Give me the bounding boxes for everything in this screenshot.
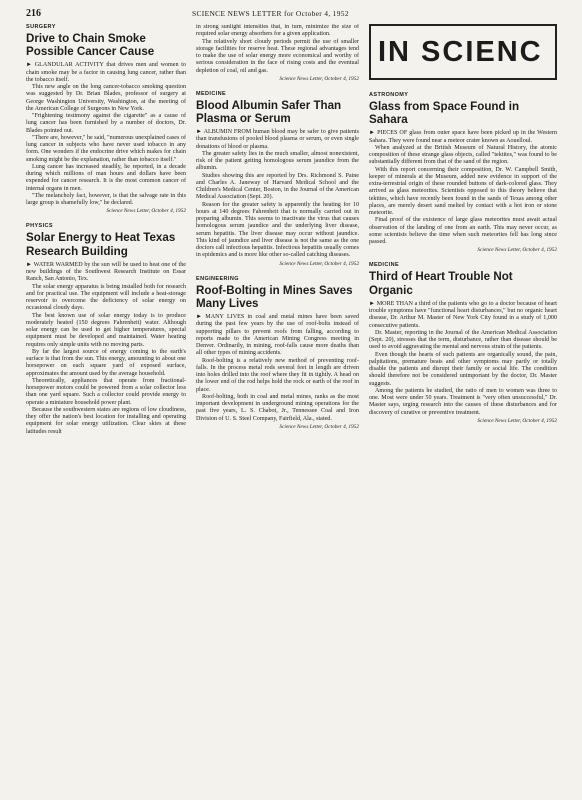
paragraph: "Frightening testimony against the cigarette" as a cause of lung cancer has been furnished by a number of doctors, Dr. Blades pointed out.	[26, 113, 186, 134]
paragraph: Dr. Master, reporting in the Journal of the American Medical Association (Sept. 20), stresses that the term, disturbance, rather than disease should be used to avoid aggravating the mental and nervous strain of the patients.	[369, 329, 557, 351]
article-glass	[369, 92, 557, 253]
paragraph: ► GLANDULAR ACTIVITY that drives men and women to chain smoke may be a factor in causing lung cancer, rather than the tobacco itself.	[26, 62, 186, 83]
paragraph: Even though the hearts of such patients are organically sound, the pain, palpitations, premature beats and other symptoms may partly or totally disable the patients and disrupt their family or social life. The condition should therefore not be considered unimportant by the doctor, Dr. Master suggests.	[369, 351, 557, 387]
running-title: SCIENCE NEWS LETTER for October 4, 1952	[192, 9, 349, 18]
paragraph: ► PIECES OF glass from outer space have been picked up in the Western Sahara. They were found near a meteor crater known as Aouelloul.	[369, 130, 557, 144]
headline: Third of Heart Trouble Not Organic	[369, 270, 513, 297]
credit-line: Science News Letter, October 4, 1952	[477, 247, 557, 254]
column-1	[26, 24, 186, 436]
paragraph: When analyzed at the British Museum of Natural History, the atomic composition of these strange glass objects, called "tektites," was found to be substantially different from that of the sand of the region.	[369, 144, 557, 166]
column-3	[369, 24, 557, 433]
paragraph: ► MANY LIVES in coal and metal mines have been saved during the past few years by the use of roof-bolts instead of supporting pillars to prevent roofs from falling, according to reports made to the American Mining Congress meeting in Denver. Ordinarily, in mining, roof-falls cause more deaths than all other types of mining accidents.	[196, 314, 359, 357]
article-mines	[196, 276, 359, 430]
paragraph: "There are, however," he said, "numerous unexplained cases of lung cancer in subjects who have never used tobacco in any form. One wonders if the endocrine drive which makes for chain smoking might be the explanation, rather than tobacco itself."	[26, 134, 186, 163]
paragraph: This new angle on the long cancer-tobacco smoking question was suggested by Dr. Brian Blades, professor of surgery at George Washington University, Washington, at the meeting of the American College of Surgeons in New York.	[26, 84, 186, 112]
column-2	[196, 24, 359, 439]
credit-line: Science News Letter, October 4, 1952	[279, 423, 359, 430]
article-solar	[26, 223, 186, 435]
credit-line: Science News Letter, October 4, 1952	[279, 260, 359, 267]
headline: Glass from Space Found in Sahara	[369, 100, 520, 127]
paragraph: Reason for the greater safety is apparently the heating for 10 hours at 140 degrees Fahrenheit that is normally carried out in preparing albumin. This seems to inactivate the virus that causes homologous serum jaundice and the underlying liver disease, serum hepatitis. The liver disease may occur without jaundice. This kind of jaundice and liver disease is not the same as the one doctors call infectious hepatitis. Infectious hepatitis usually comes in epidemics and is more like other so-called catching diseases.	[196, 201, 359, 259]
article-albumin	[196, 91, 359, 267]
page-number: 216	[26, 8, 41, 19]
paragraph: ► ALBUMIN FROM human blood may be safer to give patients than transfusions of pooled blood plasma or serum, or even single donations of blood or plasma.	[196, 129, 359, 150]
paragraph: Among the patients he studied, the ratio of men to women was three to one. Most were under 50 years. Treatment is "very often unsuccessful," Dr. Master says, urging research into the causes of these disturbances and for discovery of curative or preventive treatment.	[369, 387, 557, 416]
paragraph: With this report concerning their composition, Dr. W. Campbell Smith, keeper of minerals at the Museum, added new evidence in support of the extra-terrestrial origin of these rounded buttons of dark-colored glass. They arrived as glass meteorites. Scientists opposed to this theory believe that tektites, which have recently been found in the sands of Texas among other places, are merely desert sand melted by contact with a hot iron or stone meteorite.	[369, 166, 557, 217]
section-label: MEDICINE	[369, 262, 400, 269]
paragraph: ► MORE THAN a third of the patients who go to a doctor because of heart trouble symptoms have "functional heart disturbances," but no organic heart disease, Dr. Arthur M. Master of New York City found in a study of 1,000 consecutive patients.	[369, 300, 557, 329]
paragraph: Roof-bolting, both in coal and metal mines, ranks as the most important development in underground mining operations for the past five years, L. S. Chabot, Jr., Tennessee Coal and Iron Division of U. S. Steel Company, Fairfield, Ala., stated.	[196, 393, 359, 422]
banner-text: IN SCIENC	[378, 36, 543, 68]
section-banner	[369, 24, 557, 80]
credit-line: Science News Letter, October 4, 1952	[477, 417, 557, 424]
page-header	[26, 8, 556, 22]
credit-line: Science News Letter, October 4, 1952	[279, 75, 359, 82]
section-label: MEDICINE	[196, 90, 227, 97]
section-label: ENGINEERING	[196, 275, 239, 282]
paragraph: Because the southwestern states are regions of low cloudiness, they offer the nation's best location for installing and operating equipment for solar energy utilization. Clear skies at these latitudes result	[26, 406, 186, 435]
headline: Drive to Chain Smoke Possible Cancer Cause	[26, 32, 155, 59]
paragraph: Studies showing this are reported by Drs. Richmond S. Paine and Charles A. Janeway of Harvard Medical School and the Children's Medical Center, Boston, in the Journal of the American Medical Association (Sept. 20).	[196, 172, 359, 201]
paragraph: The best known use of solar energy today is to produce moderately heated (150 degrees Fahrenheit) water. Although solar energy can be used to get higher temperatures, special equipment must be developed and maintained. Water heating requires only simple units with no moving parts.	[26, 312, 186, 348]
paragraph: The relatively short cloudy periods permit the use of smaller storage facilities for reserve heat. These regional advantages tend to make the use of solar energy more economical and worthy of serious consideration in the face of rising costs and the eventual depletion of coal, oil and gas.	[196, 38, 359, 74]
paragraph: ► WATER WARMED by the sun will be used to heat one of the new buildings of the Southwest Research Institute on Essar Ranch, San Antonio, Tex.	[26, 261, 186, 283]
paragraph: "The melancholy fact, however, is that the salvage rate in this large group is shamefully low," he declared.	[26, 192, 186, 207]
article-smoke	[26, 24, 186, 214]
paragraph: By far the largest source of energy coming to the earth's surface is that from the sun. This energy, amounting to about one horsepower on each square yard of exposed surface, approximates the amount used by the average household.	[26, 348, 186, 377]
section-label: ASTRONOMY	[369, 92, 409, 98]
paragraph: Lung cancer has increased steadily, he reported, in a decade during which millions of man hours and dollars have been expended for cancer research. It is the most common cancer of internal organs in men.	[26, 163, 186, 192]
article-solar-continued	[196, 24, 359, 82]
paragraph: Theoretically, appliances that operate from fractional-horsepower motors could be powered from a solar collector less than one yard square. Such a collector could provide energy to operate a miniature household power plant.	[26, 377, 186, 406]
paragraph: Final proof of the existence of large glass meteorites must await actual observation of the landing of one from an earth. This may never occur, as some scientists believe the time when such meteorites fell has long since passed.	[369, 217, 557, 246]
headline: Solar Energy to Heat Texas Research Building	[26, 231, 176, 258]
paragraph: in strong sunlight intensities that, in turn, minimize the size of required solar energy absorbers for a given application.	[196, 24, 359, 38]
paragraph: The solar energy apparatus is being installed both for research and for practical use. The equipment will include a heat-storage reservoir to overcome the deficiency of solar energy on occasional cloudy days.	[26, 283, 186, 312]
section-label: PHYSICS	[26, 223, 53, 230]
paragraph: The greater safety lies in the much smaller, almost nonexistent, risk of the patient getting homologous serum jaundice from the albumin.	[196, 150, 359, 172]
section-label: SURGERY	[26, 24, 56, 30]
paragraph: Roof-bolting is a relatively new method of preventing roof-falls. In the process metal rods several feet in length are driven into holes drilled into the roof where they fit in tightly. A head on the lower end of the rod helps hold the rock or earth of the roof in place.	[196, 357, 359, 393]
credit-line: Science News Letter, October 4, 1952	[106, 208, 186, 215]
headline: Blood Albumin Safer Than Plasma or Serum	[196, 98, 342, 125]
article-heart	[369, 262, 557, 423]
headline: Roof-Bolting in Mines Saves Many Lives	[196, 283, 353, 310]
